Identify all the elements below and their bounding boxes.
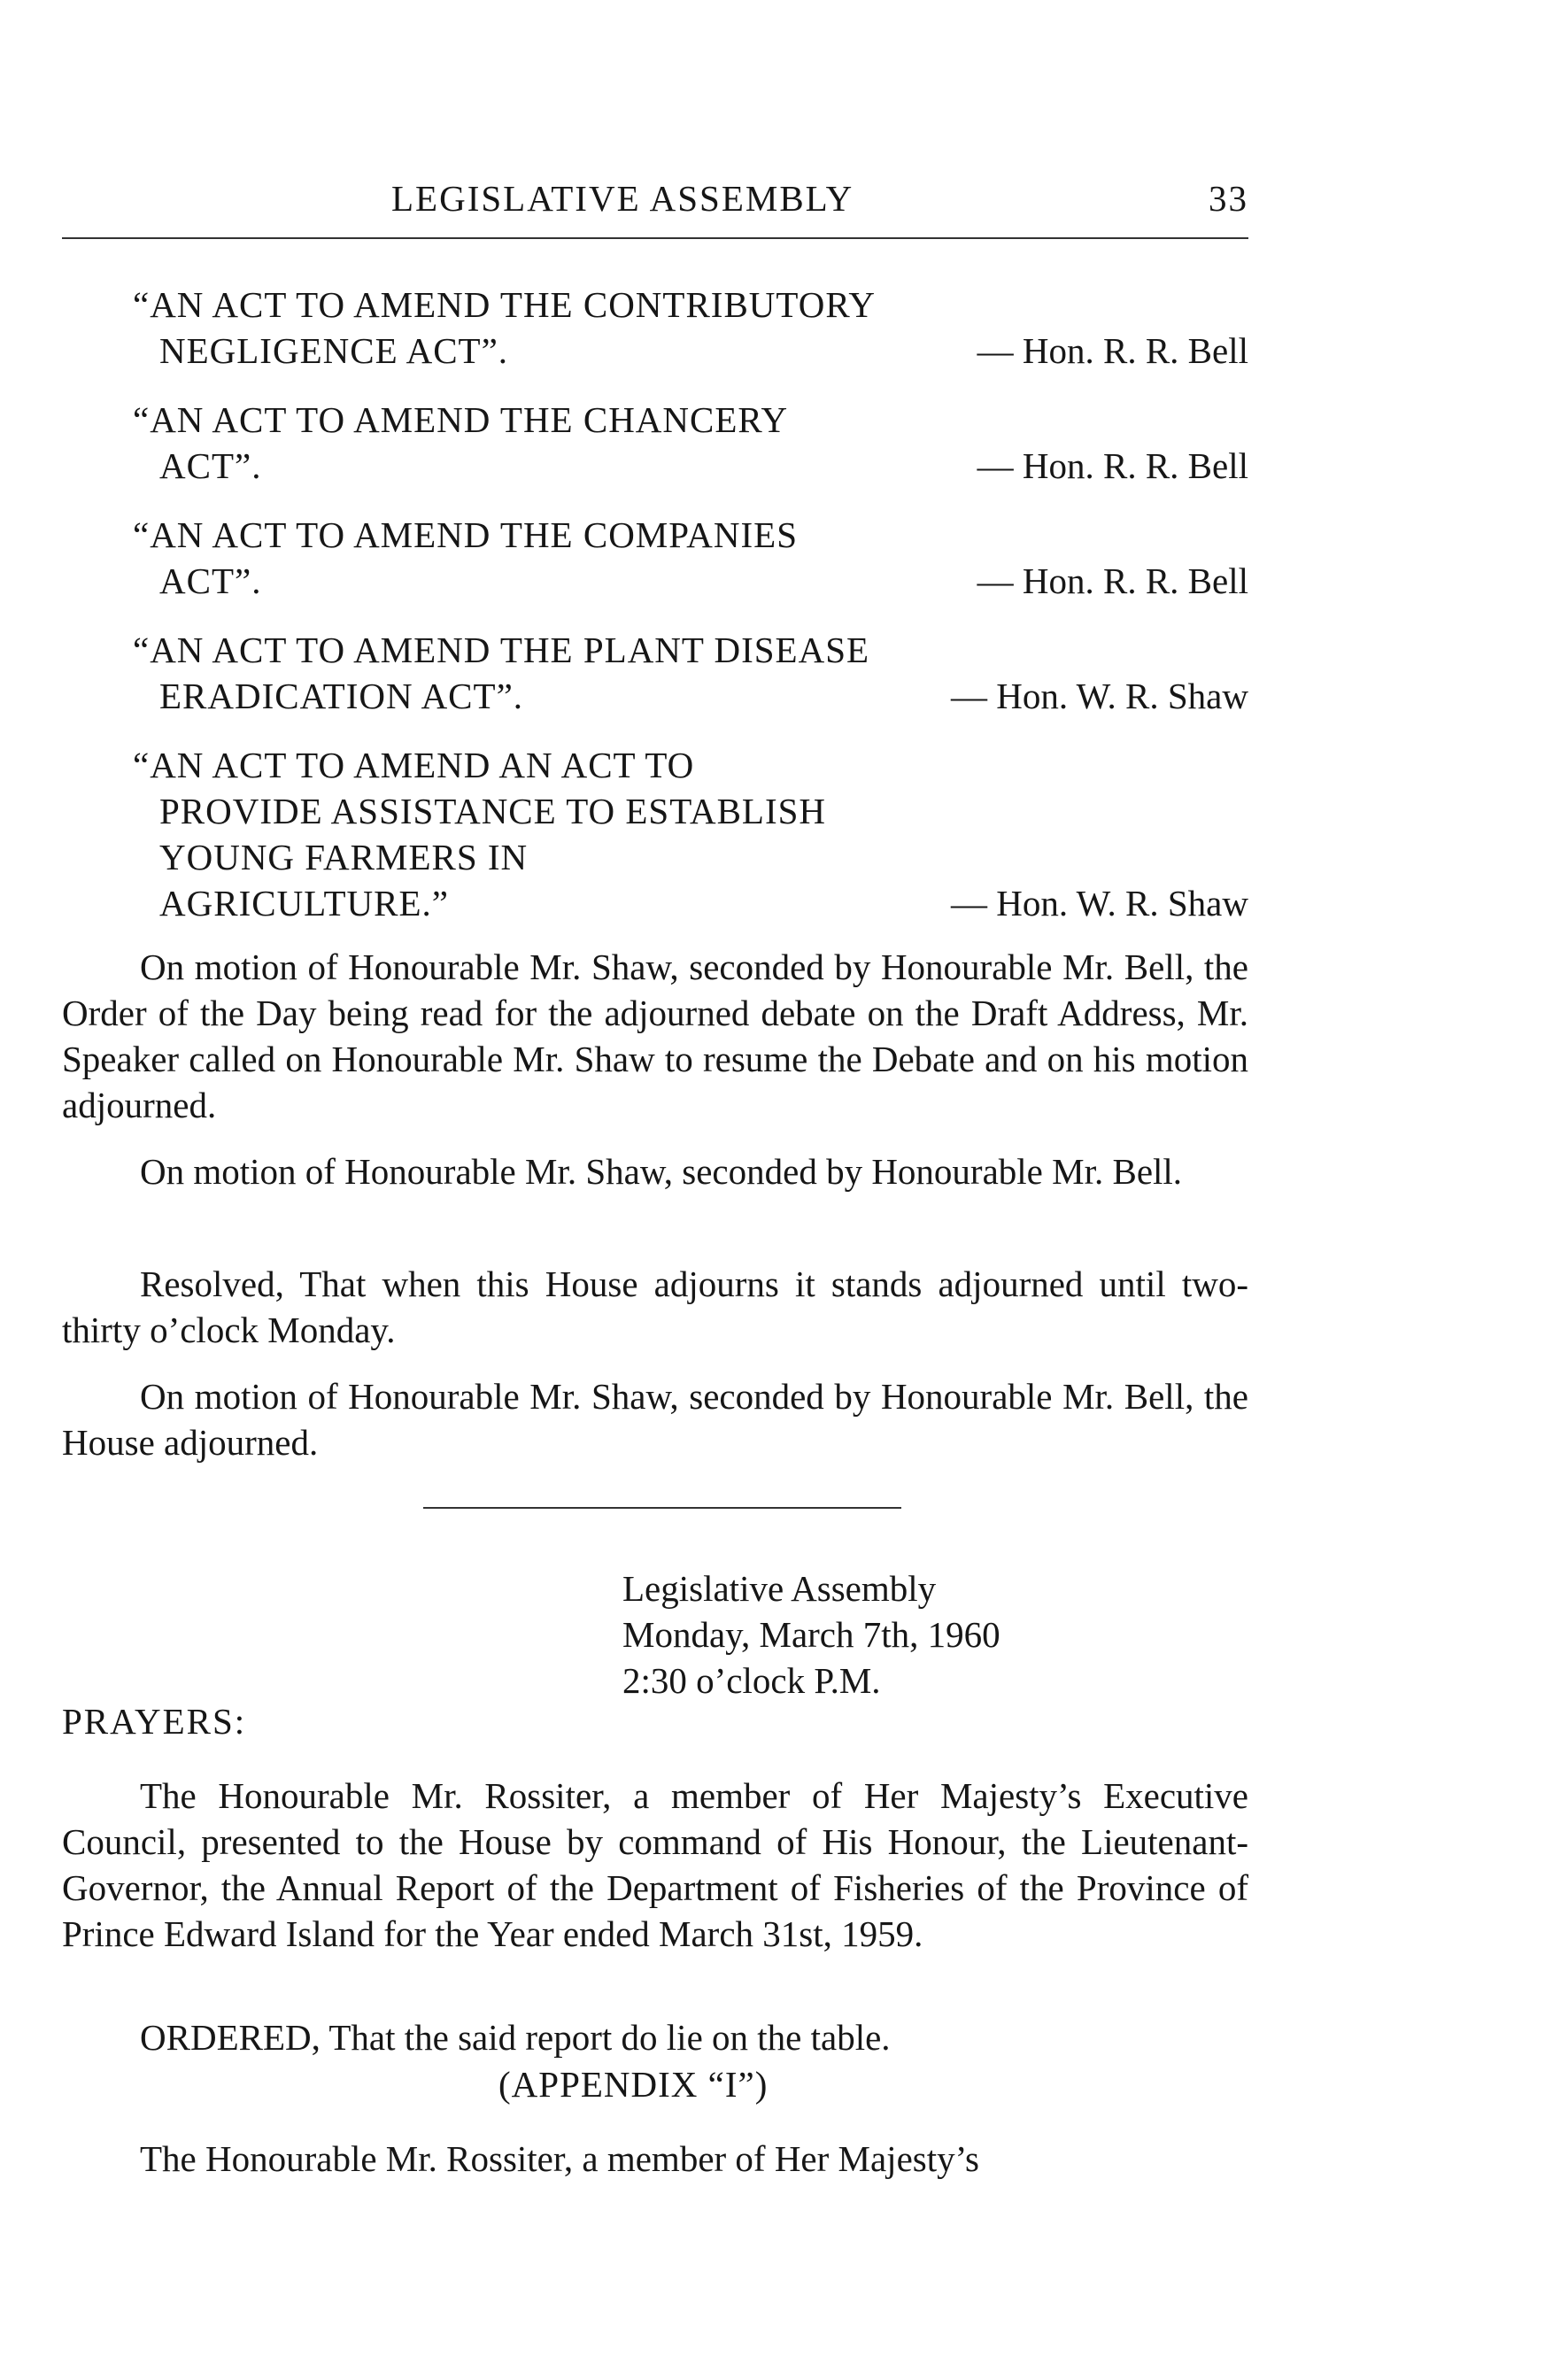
- ordered-statement: ORDERED, That the said report do lie on the table.: [140, 2017, 891, 2058]
- running-title: LEGISLATIVE ASSEMBLY: [391, 178, 854, 219]
- bill-title-line: “AN ACT TO AMEND AN ACT TO: [133, 745, 695, 785]
- bill-title-line: ACT”.: [159, 445, 262, 486]
- bill-sponsor: — Hon. R. R. Bell: [977, 445, 1248, 486]
- bill-title-line: “AN ACT TO AMEND THE COMPANIES: [133, 514, 799, 555]
- paragraph-motion-seconded: On motion of Honourable Mr. Shaw, seconded by Honourable Mr. Bell.: [140, 1151, 1183, 1192]
- bill-item: [133, 282, 1248, 374]
- prayers-heading: PRAYERS:: [62, 1701, 247, 1742]
- bill-title-line: NEGLIGENCE ACT”.: [159, 330, 509, 371]
- page-header: [62, 177, 1248, 227]
- bill-title-line: ERADICATION ACT”.: [159, 676, 524, 716]
- appendix-reference: (APPENDIX “I”): [498, 2064, 769, 2105]
- paragraph-report-presented: The Honourable Mr. Rossiter, a member of Her Majesty’s Executive Council, presented to the House by command of His Honour, the Lieutenant-Governor, the Annual Report of the Department of Fisheries of the Province of Prince Edward Island for the Year ended March 31st, 1959.: [62, 1775, 1248, 1954]
- bill-item: [133, 397, 1248, 489]
- bill-title-line: PROVIDE ASSISTANCE TO ESTABLISH: [159, 791, 827, 831]
- bill-title-line: YOUNG FARMERS IN: [159, 837, 529, 877]
- section-divider: [423, 1507, 901, 1509]
- sitting-date: Monday, March 7th, 1960: [622, 1614, 1000, 1655]
- bill-title-line: “AN ACT TO AMEND THE PLANT DISEASE: [133, 630, 870, 670]
- bill-title-line: ACT”.: [159, 560, 262, 601]
- paragraph-adjourned: On motion of Honourable Mr. Shaw, seconded by Honourable Mr. Bell, the House adjourned.: [62, 1376, 1248, 1463]
- bill-title-line: “AN ACT TO AMEND THE CONTRIBUTORY: [133, 284, 877, 325]
- bill-sponsor: — Hon. W. R. Shaw: [950, 676, 1248, 716]
- paragraph-motion-debate: On motion of Honourable Mr. Shaw, seconded by Honourable Mr. Bell, the Order of the Day being read for the adjourned debate on the Draft Address, Mr. Speaker called on Honourable Mr. Shaw to resume the Debate and on his motion adjourned.: [62, 947, 1248, 1125]
- bill-sponsor: — Hon. W. R. Shaw: [950, 883, 1248, 923]
- sitting-body: Legislative Assembly: [622, 1568, 937, 1609]
- sitting-time: 2:30 o’clock P.M.: [622, 1660, 881, 1701]
- bill-item: [133, 627, 1248, 719]
- bill-title-line: AGRICULTURE.”: [159, 883, 449, 923]
- sitting-date-block: [622, 1565, 1000, 1704]
- bill-sponsor: — Hon. R. R. Bell: [977, 330, 1248, 371]
- paragraph-resolved: Resolved, That when this House adjourns it stands adjourned until two-thirty o’clock Monday.: [62, 1263, 1248, 1350]
- paragraph-continued: The Honourable Mr. Rossiter, a member of Her Majesty’s: [140, 2138, 979, 2179]
- bill-title-line: “AN ACT TO AMEND THE CHANCERY: [133, 399, 789, 440]
- bill-list: [133, 282, 1248, 949]
- header-rule: [62, 237, 1248, 239]
- bill-item: [133, 512, 1248, 604]
- bill-sponsor: — Hon. R. R. Bell: [977, 560, 1248, 601]
- page-number: 33: [1209, 178, 1248, 219]
- bill-item: [133, 742, 1248, 926]
